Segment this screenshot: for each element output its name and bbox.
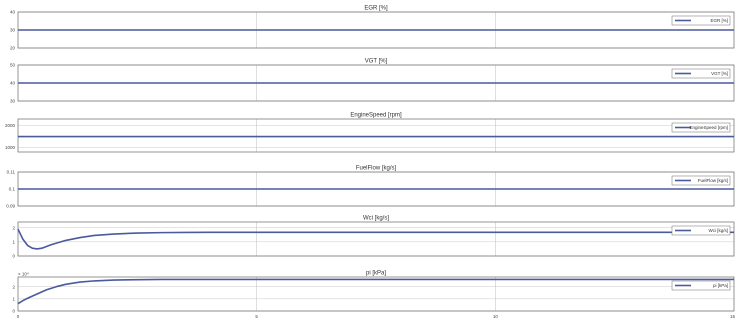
y-tick-label: 1 xyxy=(12,296,15,302)
legend-label: EngineSpeed [rpm] xyxy=(689,125,728,131)
y-tick-label: 20 xyxy=(9,45,15,51)
axes-frame xyxy=(18,119,734,152)
y-tick-label: 40 xyxy=(9,9,15,15)
legend-label: Wci [kg/s] xyxy=(708,228,728,234)
legend-label: VGT [%] xyxy=(711,71,728,77)
series-line xyxy=(18,279,734,303)
y-tick-label: 0.11 xyxy=(6,169,15,175)
x-tick-label: 5 xyxy=(255,314,258,319)
x-tick-label: 10 xyxy=(492,314,498,319)
exponent-label: × 10⁴ xyxy=(18,271,29,277)
chart-title: pi [kPa] xyxy=(365,270,387,277)
chart-title: EGR [%] xyxy=(364,5,388,12)
y-tick-label: 2000 xyxy=(4,123,15,129)
y-tick-label: 1 xyxy=(12,239,15,245)
legend-label: FuelFlow [kg/s] xyxy=(697,178,728,184)
x-tick-label: 0 xyxy=(16,314,20,319)
legend-label: pi [kPa] xyxy=(712,283,728,289)
y-tick-label: 50 xyxy=(9,62,15,68)
y-tick-label: 30 xyxy=(9,27,15,33)
axes-frame xyxy=(18,277,734,311)
y-tick-label: 0.1 xyxy=(8,186,15,192)
y-tick-label: 1000 xyxy=(4,145,15,151)
y-tick-label: 2 xyxy=(12,225,15,231)
axes-frame xyxy=(18,222,734,256)
y-tick-label: 0 xyxy=(12,253,15,259)
y-tick-label: 0 xyxy=(12,308,15,314)
chart-title: VGT [%] xyxy=(364,58,388,65)
y-tick-label: 30 xyxy=(9,98,15,104)
chart-title: Wci [kg/s] xyxy=(362,215,390,222)
chart-title: FuelFlow [kg/s] xyxy=(355,165,397,172)
y-tick-label: 40 xyxy=(9,80,15,86)
series-line xyxy=(18,229,734,249)
y-tick-label: 0.09 xyxy=(6,203,15,209)
legend-label: EGR [%] xyxy=(710,18,728,24)
x-tick-label: 15 xyxy=(729,314,735,319)
y-tick-label: 2 xyxy=(12,284,15,290)
chart-title: EngineSpeed [rpm] xyxy=(350,112,402,119)
